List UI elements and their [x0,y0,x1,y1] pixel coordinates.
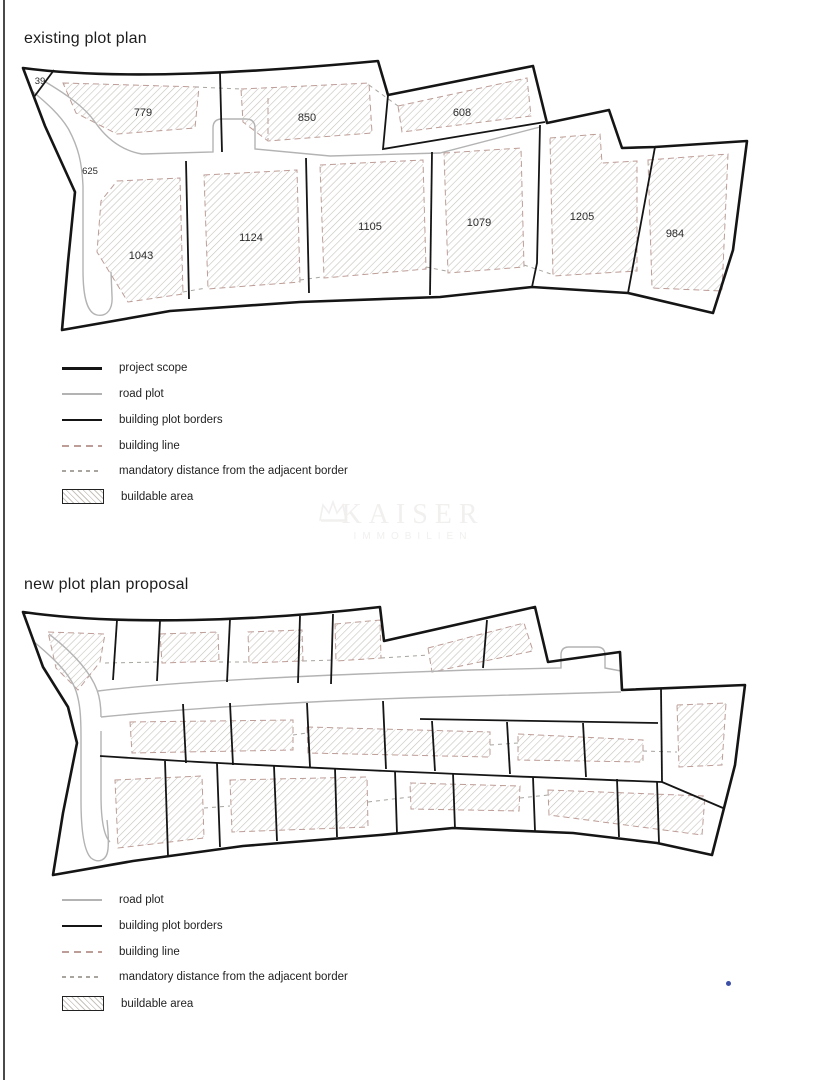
road-label-625: 625 [82,166,98,177]
mandatory-distance-line-swatch [62,470,102,472]
plot-label-779: 779 [133,107,153,119]
legend-label: mandatory distance from the adjacent border [119,971,348,983]
proposal-plan-drawing [0,595,820,895]
plot-borders-line-swatch [62,419,102,421]
legend-label: road plot [119,894,164,906]
legend-item-plot-borders [62,414,223,426]
legend-label: building plot borders [119,920,223,932]
legend-item-project-scope [62,362,187,374]
road-plot-line-swatch [62,899,102,901]
proposal-buildable-areas [48,620,726,848]
plot-label-984: 984 [665,228,685,240]
plot-label-1205: 1205 [569,211,595,223]
building-line-swatch [62,445,102,447]
legend-label: building plot borders [119,414,223,426]
legend-item-building-line [62,440,180,452]
legend-label: buildable area [121,490,194,503]
legend-label: building line [119,440,180,452]
existing-plan-drawing [0,50,820,350]
legend-item-mandatory-distance [62,465,348,477]
legend-item-buildable-area [62,489,193,504]
plot-borders-line-swatch [62,925,102,927]
legend-label: building line [119,946,180,958]
watermark-brand: KAISER [341,499,485,530]
buildable-area-swatch [62,996,104,1011]
legend-item-mandatory-distance [62,971,348,983]
plot-label-1124: 1124 [239,232,263,244]
legend-label: road plot [119,388,164,400]
plot-label-1043: 1043 [128,250,154,262]
legend-item-road-plot [62,894,164,906]
plot-label-850: 850 [297,112,317,124]
legend-item-road-plot [62,388,164,400]
buildable-area-swatch [62,489,104,504]
legend-label: mandatory distance from the adjacent border [119,465,348,477]
legend-label: project scope [119,362,188,374]
legend-item-buildable-area [62,996,193,1011]
legend-item-building-line [62,946,180,958]
mandatory-distance-line-swatch [62,976,102,978]
proposal-plan-title: new plot plan proposal [24,576,189,593]
watermark-subtitle: IMMOBILIEN [353,531,473,543]
road-plot-line-swatch [62,393,102,395]
stray-ink-dot [726,981,731,986]
kaiser-watermark [318,500,508,542]
crown-icon [318,500,348,522]
existing-plan-title: existing plot plan [24,30,147,47]
plot-label-608: 608 [452,107,472,119]
project-scope-line-swatch [62,367,102,370]
plot-label-1079: 1079 [466,217,492,229]
plot-label-39: 39 [34,76,46,87]
existing-buildable-areas [63,78,728,302]
building-line-swatch [62,951,102,953]
plot-label-1105: 1105 [358,221,382,233]
legend-item-plot-borders [62,920,223,932]
legend-label: buildable area [121,997,194,1010]
